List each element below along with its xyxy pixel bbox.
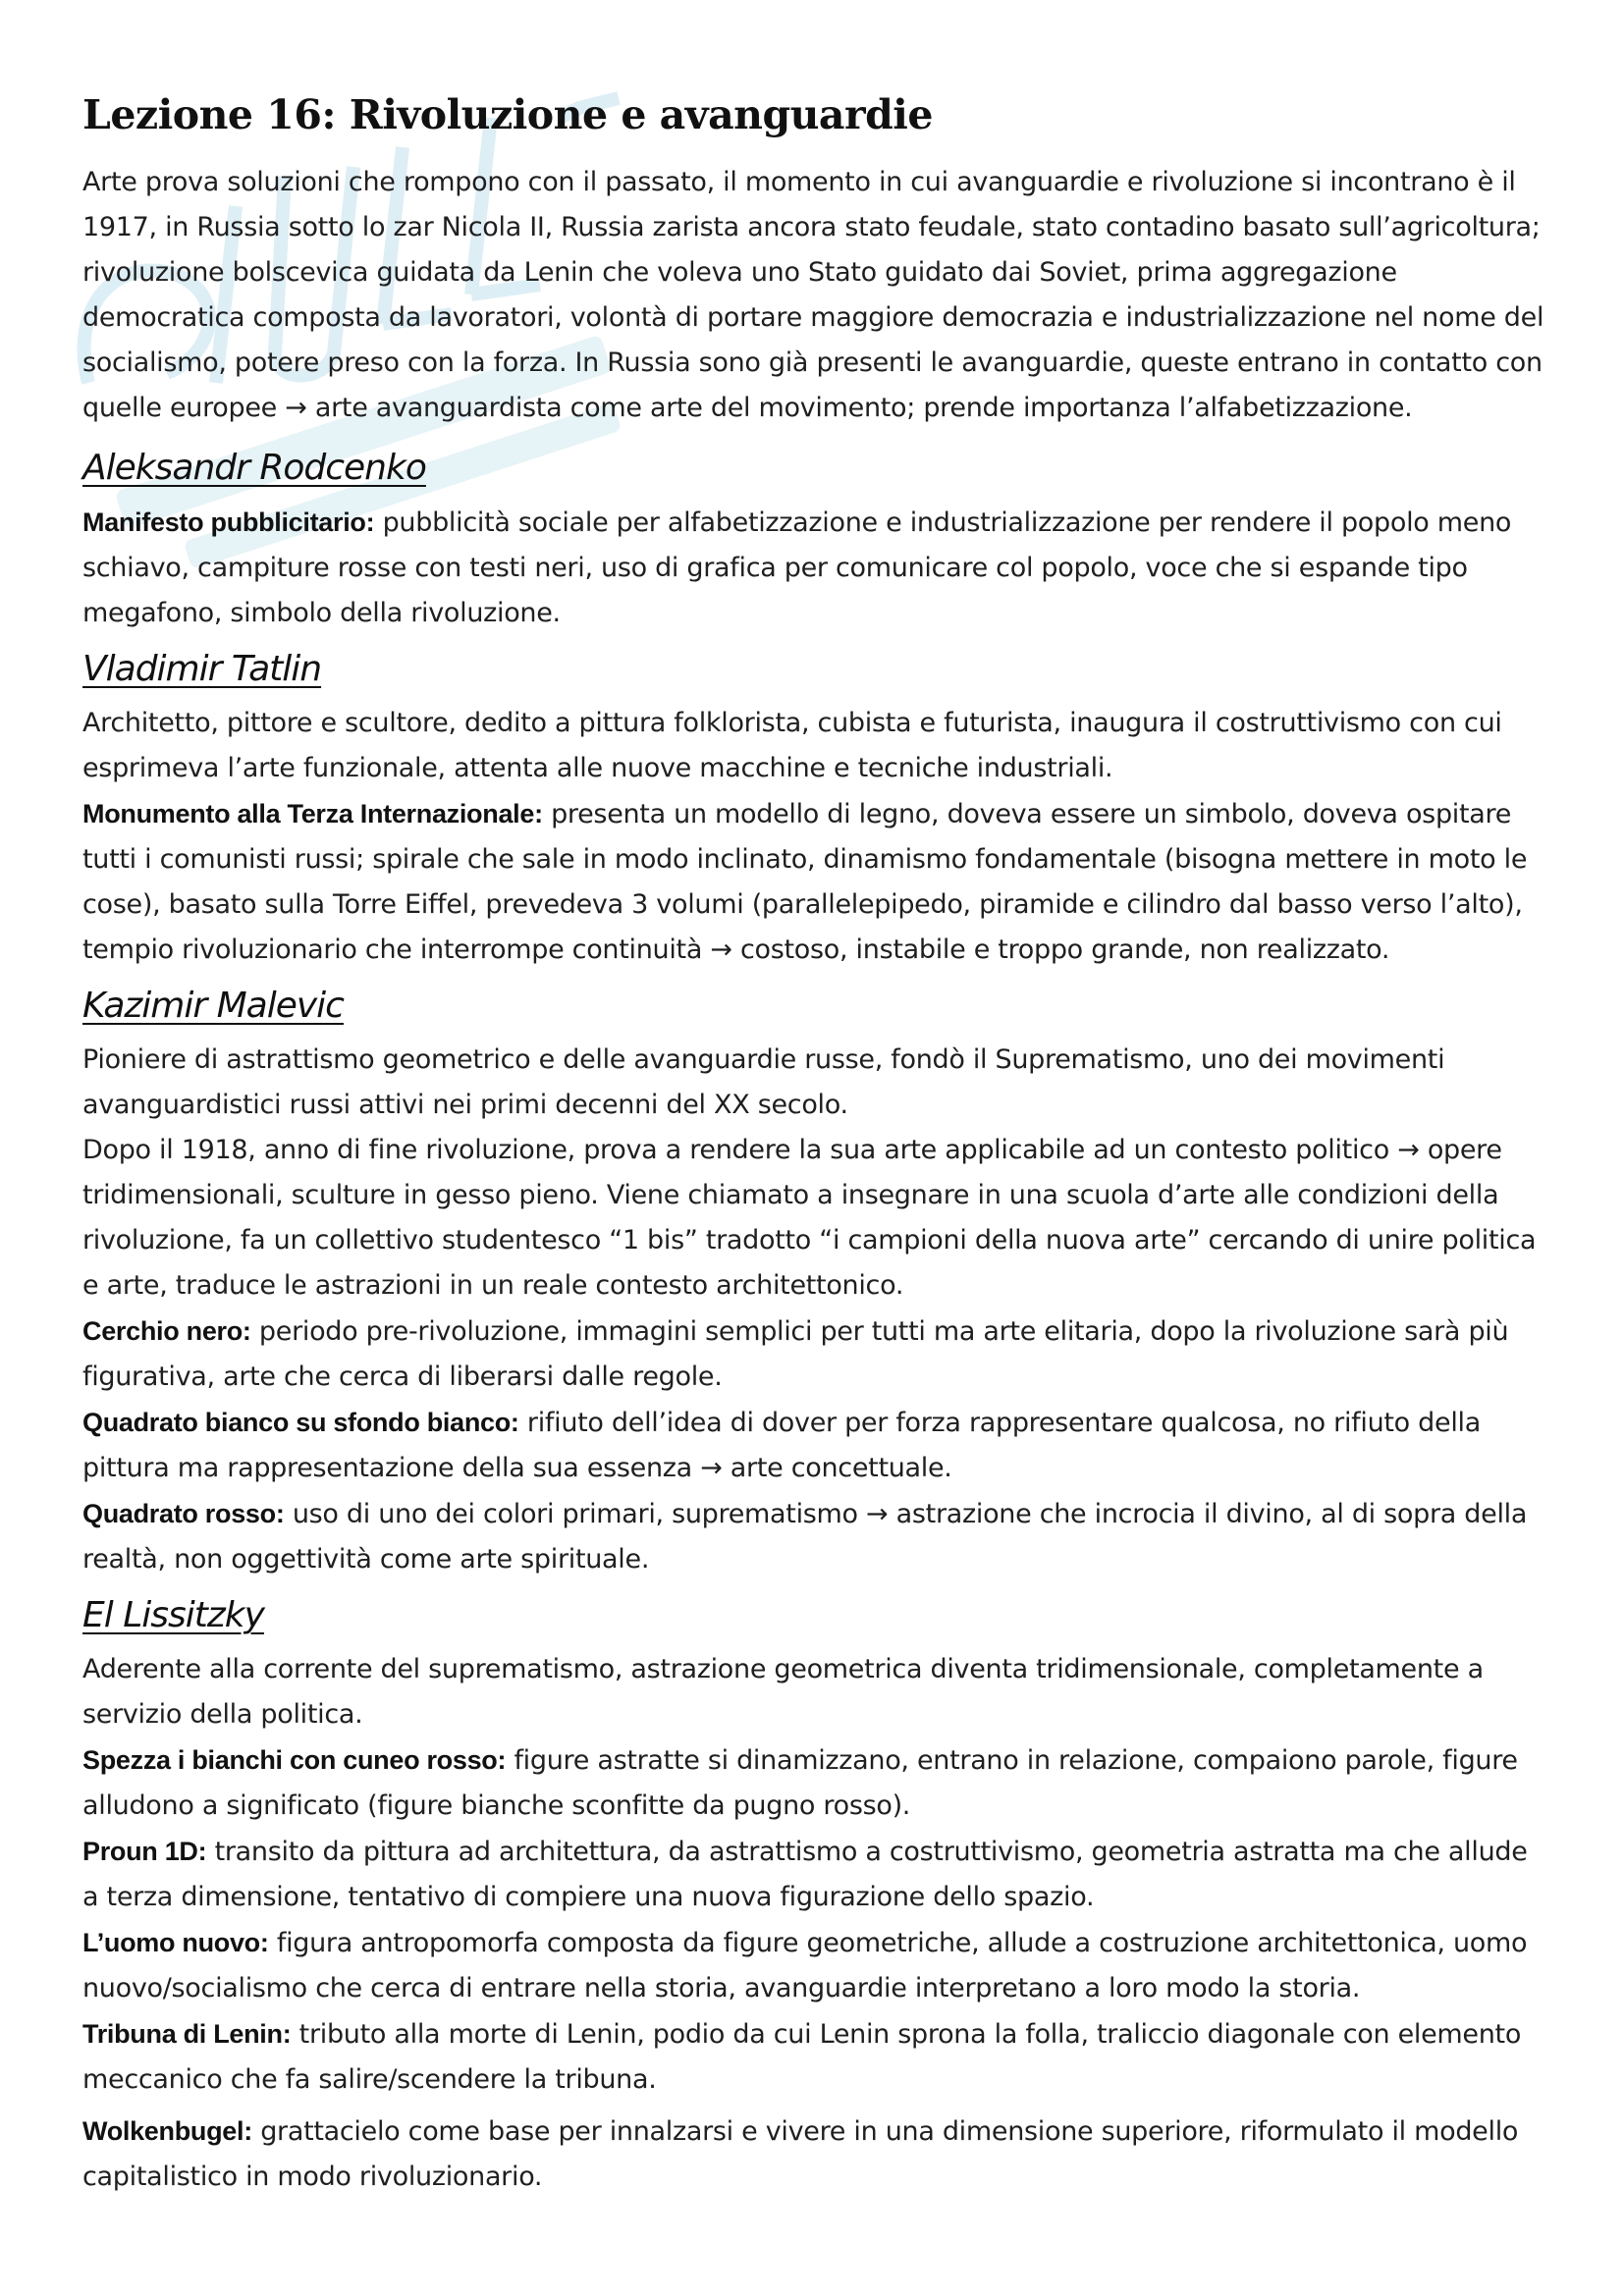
term-label: Proun 1D:	[82, 1837, 207, 1867]
page-title: Lezione 16: Rivoluzione e avanguardie	[82, 91, 933, 138]
paragraph-text: tributo alla morte di Lenin, podio da cui Lenin sprona la folla, traliccio diagonale con elemento meccanico che fa salire/scendere la tribuna.	[82, 2019, 1522, 2096]
term-label: Spezza i bianchi con cuneo rosso:	[82, 1745, 507, 1776]
section-heading-tatlin: Vladimir Tatlin	[82, 649, 322, 690]
term-label: Quadrato bianco su sfondo bianco:	[82, 1408, 519, 1438]
paragraph-text: periodo pre-rivoluzione, immagini semplici per tutti ma arte elitaria, dopo la rivoluzione sarà più figurativa, arte che cerca di liberarsi dalle regole.	[82, 1316, 1509, 1393]
term-label: Monumento alla Terza Internazionale:	[82, 799, 543, 829]
paragraph	[82, 791, 1545, 973]
paragraph-text: uso di uno dei colori primari, suprematismo → astrazione che incrocia il divino, al di sopra della realtà, non oggettività come arte spirituale.	[82, 1499, 1528, 1575]
paragraph-text: grattacielo come base per innalzarsi e vivere in una dimensione superiore, riformulato il modello capitalistico in modo rivoluzionario.	[82, 2116, 1519, 2193]
paragraph	[82, 1400, 1545, 1491]
paragraph-text: transito da pittura ad architettura, da astrattismo a costruttivismo, geometria astratta ma che allude a terza dimensione, tentativo di compiere una nuova figurazione dello spazio.	[82, 1837, 1528, 1913]
paragraph	[82, 1491, 1545, 1582]
term-label: Quadrato rosso:	[82, 1499, 285, 1529]
section-heading-malevic: Kazimir Malevic	[82, 986, 344, 1027]
term-label: Wolkenbugel:	[82, 2116, 252, 2147]
section-heading-rodcenko: Aleksandr Rodcenko	[82, 448, 426, 489]
intro-paragraph: Arte prova soluzioni che rompono con il passato, il momento in cui avanguardie e rivoluzione si incontrano è il 1917, in Russia sotto lo zar Nicola II, Russia zarista ancora stato feudale, stato contadino basato sull’agricoltura; rivoluzione bolscevica guidata da Lenin che voleva uno Stato guidato dai Soviet, prima aggregazione democratica composta da lavoratori, volontà di portare maggiore democrazia e industrializzazione nel nome del socialismo, potere preso con la forza. In Russia sono già presenti le avanguardie, queste entrano in contatto con quelle europee → arte avanguardista come arte del movimento; prende importanza l’alfabetizzazione.	[82, 167, 1544, 424]
paragraph	[82, 2011, 1545, 2103]
paragraph-text: figura antropomorfa composta da figure geometriche, allude a costruzione architettonica, uomo nuovo/socialismo che cerca di entrare nella storia, avanguardie interpretano a loro modo la storia.	[82, 1928, 1528, 2004]
term-label: Cerchio nero:	[82, 1316, 251, 1347]
paragraph: Pioniere di astrattismo geometrico e delle avanguardie russe, fondò il Suprematismo, uno dei movimenti avanguardistici russi attivi nei primi decenni del XX secolo.	[82, 1044, 1445, 1121]
paragraph-text: figure astratte si dinamizzano, entrano in relazione, compaiono parole, figure alludono a significato (figure bianche sconfitte da pugno rosso).	[82, 1745, 1518, 1822]
paragraph: Dopo il 1918, anno di fine rivoluzione, prova a rendere la sua arte applicabile ad un contesto politico → opere tridimensionali, sculture in gesso pieno. Viene chiamato a insegnare in una scuola d’arte alle condizioni della rivoluzione, fa un collettivo studentesco “1 bis” tradotto “i campioni della nuova arte” cercando di unire politica e arte, traduce le astrazioni in un reale contesto architettonico.	[82, 1135, 1537, 1302]
paragraph	[82, 1737, 1545, 1829]
paragraph	[82, 1920, 1545, 2011]
paragraph-text: rifiuto dell’idea di dover per forza rappresentare qualcosa, no rifiuto della pittura ma rappresentazione della sua essenza → arte concettuale.	[82, 1408, 1481, 1484]
paragraph	[82, 500, 1545, 636]
paragraph: Aderente alla corrente del suprematismo, astrazione geometrica diventa tridimensionale, completamente a servizio della politica.	[82, 1654, 1484, 1731]
paragraph: Architetto, pittore e scultore, dedito a pittura folklorista, cubista e futurista, inaugura il costruttivismo con cui esprimeva l’arte funzionale, attenta alle nuove macchine e tecniche industriali.	[82, 708, 1502, 784]
paragraph-text: presenta un modello di legno, doveva essere un simbolo, doveva ospitare tutti i comunisti russi; spirale che sale in modo inclinato, dinamismo fondamentale (bisogna mettere in moto le cose), basato sulla Torre Eiffel, prevedeva 3 volumi (parallelepipedo, piramide e cilindro dal basso verso l’alto), tempio rivoluzionario che interrompe continuità → costoso, instabile e troppo grande, non realizzato.	[82, 799, 1528, 966]
section-heading-lissitzky: El Lissitzky	[82, 1595, 264, 1636]
paragraph	[82, 2109, 1545, 2200]
paragraph-text: pubblicità sociale per alfabetizzazione e industrializzazione per rendere il popolo meno schiavo, campiture rosse con testi neri, uso di grafica per comunicare col popolo, voce che si espande tipo megafono, simbolo della rivoluzione.	[82, 507, 1512, 629]
term-label: Tribuna di Lenin:	[82, 2019, 292, 2050]
paragraph	[82, 1829, 1545, 1920]
document-page	[82, 90, 1545, 2200]
term-label: L’uomo nuovo:	[82, 1928, 269, 1958]
term-label: Manifesto pubblicitario:	[82, 507, 375, 538]
paragraph	[82, 1308, 1545, 1400]
